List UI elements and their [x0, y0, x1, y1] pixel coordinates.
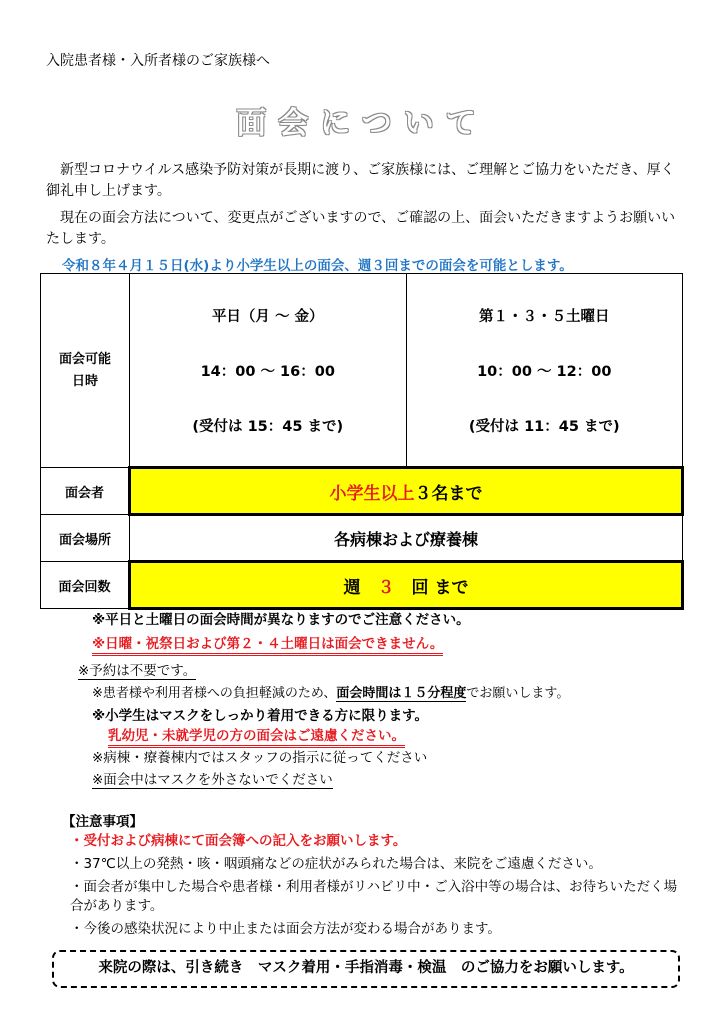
weekday-slot: [130, 274, 407, 468]
visiting-hours-label-line2: 日時: [71, 373, 98, 389]
note-time-difference: ※平日と土曜日の面会時間が異なりますのでご注意ください。: [92, 612, 470, 628]
addressee: 入院患者様・入所者様のご家族様へ: [46, 53, 270, 69]
count-suffix: 回 まで: [394, 577, 469, 598]
intro-paragraph-2: 現在の面会方法について、変更点がございますので、ご確認の上、面会いただきますようお願いいたします。: [46, 210, 676, 247]
visiting-hours-row: [41, 274, 683, 468]
note-duration-suffix: でお願いします。: [466, 686, 570, 701]
weekday-hours: 14：00 ～ 16：00: [200, 363, 335, 380]
visiting-hours-label-line1: 面会可能: [58, 351, 111, 367]
caution-item: ・受付および病棟にて面会簿への記入をお願いします。: [70, 833, 407, 849]
note-infants: 乳幼児・未就学児の方の面会はご遠慮ください。: [108, 724, 405, 748]
saturday-hours: 10：00 ～ 12：00: [477, 363, 612, 380]
place-row: [41, 515, 683, 562]
visitors-value: [130, 468, 683, 515]
place-value: 各病棟および療養棟: [130, 515, 683, 562]
note-children-mask: ※小学生はマスクをしっかり着用できる方に限ります。: [92, 708, 429, 724]
note-no-reservation: ※予約は不要です。: [78, 659, 196, 680]
note-staff-instructions: ※病棟・療養棟内ではスタッフの指示に従ってください: [92, 750, 428, 766]
note-keep-mask: ※面会中はマスクを外さないでください: [92, 768, 333, 789]
weekday-reception: (受付は 15：45 まで): [192, 418, 344, 435]
note-duration-prefix: ※患者様や利用者様への負担軽減のため、: [92, 686, 337, 701]
visitors-value-red: 小学生以上: [329, 483, 415, 504]
weekday-heading: 平日（月 ～ 金）: [211, 308, 324, 325]
visiting-schedule-table: [40, 273, 684, 610]
note-closed-days: ※日曜・祝祭日および第２・４土曜日は面会できません。: [92, 632, 443, 656]
count-number: ３: [377, 577, 395, 598]
count-value: [130, 562, 683, 609]
visitors-label: 面会者: [41, 468, 130, 515]
closing-message-box: 来院の際は、引き続き マスク着用・手指消毒・検温 のご協力をお願いします。: [52, 950, 680, 988]
saturday-slot: [406, 274, 683, 468]
count-prefix: 週: [343, 577, 378, 598]
count-row: [41, 562, 683, 609]
visitors-row: [41, 468, 683, 515]
notice-text: 令和８年４月１５日(水)より小学生以上の面会、週３回までの面会を可能とします。: [62, 258, 573, 274]
caution-item: ・今後の感染状況により中止または面会方法が変わる場合があります。: [70, 921, 501, 937]
saturday-heading: 第１・３・５土曜日: [479, 308, 610, 325]
caution-item: ・37℃以上の発熱・咳・咽頭痛などの症状がみられた場合は、来院をご遠慮ください。: [70, 856, 602, 872]
visiting-hours-label: [41, 274, 130, 468]
note-duration: [92, 682, 569, 701]
saturday-reception: (受付は 11：45 まで): [468, 418, 620, 435]
intro-paragraph-1: 新型コロナウイルス感染予防対策が長期に渡り、ご家族様には、ご理解とご協力をいただき、厚く御礼申し上げます。: [46, 162, 675, 199]
cautions-heading: 【注意事項】: [62, 814, 143, 830]
visitors-value-rest: ３名まで: [414, 483, 483, 504]
caution-item: ・面会者が集中した場合や患者様・利用者様がリハビリ中・ご入浴中等の場合は、お待ちいただく場合があります。: [70, 879, 678, 914]
page-title: 面会について: [236, 106, 488, 141]
count-label: 面会回数: [41, 562, 130, 609]
note-duration-emphasis: 面会時間は１５分程度: [336, 686, 467, 701]
place-label: 面会場所: [41, 515, 130, 562]
